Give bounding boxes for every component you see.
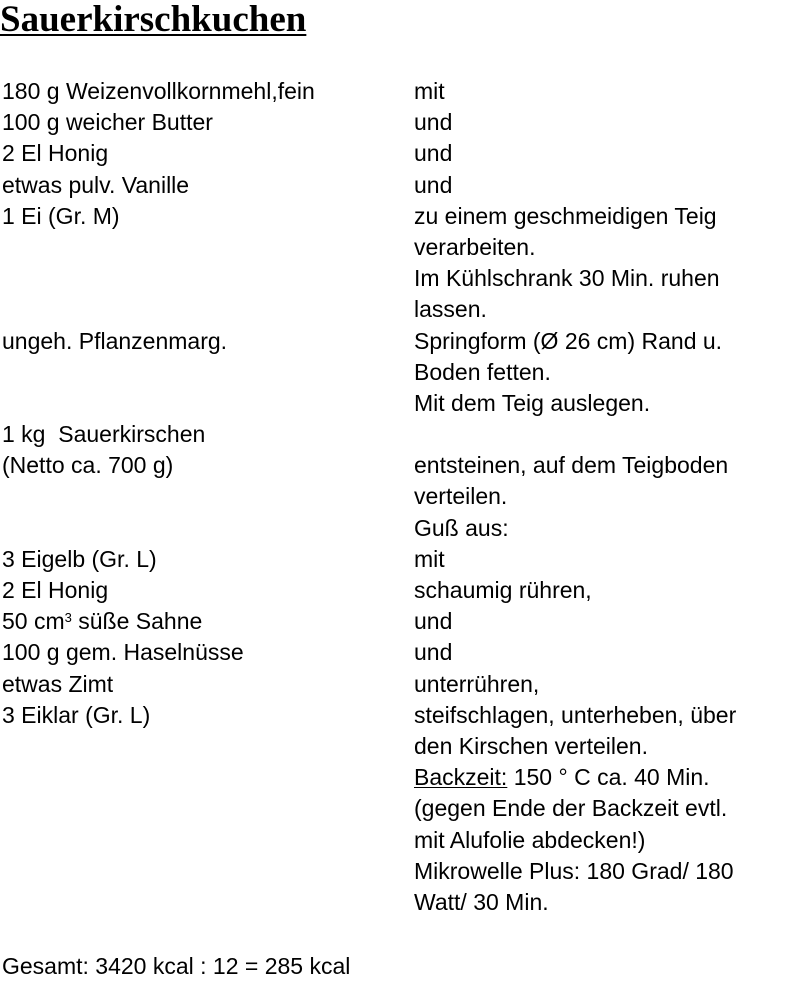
ingredient: 100 g gem. Haselnüsse [2, 639, 244, 666]
recipe-row [0, 138, 792, 169]
instruction: Mit dem Teig auslegen. [414, 389, 651, 416]
recipe-row [0, 700, 792, 731]
baking-time-label: Backzeit: [414, 764, 508, 791]
instruction: und [414, 109, 453, 136]
instruction: und [414, 608, 453, 635]
recipe-row [0, 887, 792, 918]
ingredient: ungeh. Pflanzenmarg. [2, 327, 228, 354]
recipe-row [0, 793, 792, 824]
recipe-row [0, 388, 792, 419]
recipe-row [0, 450, 792, 481]
instruction [414, 762, 710, 793]
instruction: steifschlagen, unterheben, über [414, 701, 737, 728]
recipe-row [0, 232, 792, 263]
ingredient: 100 g weicher Butter [2, 109, 213, 136]
recipe-row [0, 669, 792, 700]
instruction: Watt/ 30 Min. [414, 888, 549, 915]
instruction: verarbeiten. [414, 233, 536, 260]
ingredient: 3 Eigelb (Gr. L) [2, 545, 157, 572]
instruction: verteilen. [414, 483, 508, 510]
ingredient: etwas Zimt [2, 670, 114, 697]
recipe-row [0, 575, 792, 606]
instruction: (gegen Ende der Backzeit evtl. [414, 795, 728, 822]
recipe-table [0, 76, 792, 918]
instruction: schaumig rühren, [414, 577, 592, 603]
instruction: Guß aus: [414, 514, 509, 541]
recipe-row [0, 357, 792, 388]
ingredient-amount: 50 cm [2, 608, 65, 635]
ingredient [2, 606, 202, 637]
recipe-row [0, 544, 792, 575]
instruction: den Kirschen verteilen. [414, 732, 648, 759]
recipe-row [0, 825, 792, 856]
instruction: zu einem geschmeidigen Teig [414, 202, 717, 229]
instruction: unterrühren, [414, 670, 540, 697]
ingredient: 2 El Honig [2, 140, 109, 167]
instruction: Boden fetten. [414, 358, 551, 385]
instruction: Springform (Ø 26 cm) Rand u. [414, 327, 723, 354]
recipe-row [0, 263, 792, 294]
recipe-row [0, 294, 792, 325]
recipe-row [0, 107, 792, 138]
ingredient: 2 El Honig [2, 577, 109, 603]
recipe-row [0, 481, 792, 512]
instruction: und [414, 171, 453, 198]
recipe-row [0, 856, 792, 887]
recipe-row [0, 762, 792, 793]
recipe-row [0, 513, 792, 544]
ingredient: 1 kg Sauerkirschen [2, 421, 206, 448]
ingredient: (Netto ca. 700 g) [2, 452, 174, 479]
ingredient: 180 g Weizenvollkornmehl,fein [2, 78, 315, 104]
baking-time-value: 150 ° C ca. 40 Min. [507, 764, 710, 791]
recipe-row [0, 76, 792, 107]
instruction: und [414, 639, 453, 666]
ingredient: etwas pulv. Vanille [2, 171, 190, 198]
recipe-row [0, 170, 792, 201]
recipe-row [0, 606, 792, 637]
recipe-row [0, 201, 792, 232]
instruction: mit Alufolie abdecken!) [414, 826, 646, 853]
instruction: Im Kühlschrank 30 Min. ruhen [414, 265, 720, 292]
ingredient: 3 Eiklar (Gr. L) [2, 701, 151, 728]
ingredient-name: süße Sahne [71, 608, 203, 635]
recipe-row [0, 637, 792, 668]
recipe-row [0, 731, 792, 762]
recipe-row [0, 419, 792, 450]
instruction: Mikrowelle Plus: 180 Grad/ 180 [414, 857, 734, 884]
instruction: lassen. [414, 296, 487, 323]
recipe-title: Sauerkirschkuchen [0, 0, 307, 40]
instruction: mit [414, 545, 445, 572]
calorie-summary: Gesamt: 3420 kcal : 12 = 285 kcal [2, 953, 351, 979]
recipe-row [0, 326, 792, 357]
instruction: und [414, 140, 453, 167]
superscript-exponent: 3 [64, 610, 72, 626]
instruction: mit [414, 78, 445, 104]
instruction: entsteinen, auf dem Teigboden [414, 452, 729, 479]
ingredient: 1 Ei (Gr. M) [2, 202, 120, 229]
